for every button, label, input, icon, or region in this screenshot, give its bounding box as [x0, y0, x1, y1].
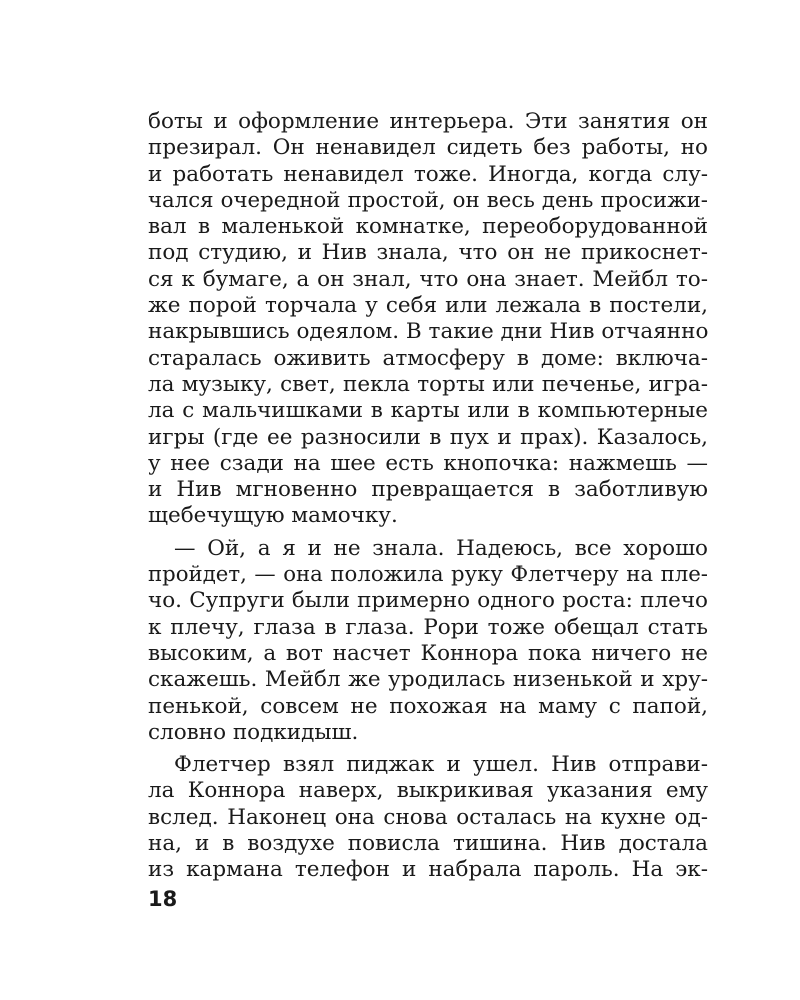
text-line: словно подкидыш.	[148, 719, 359, 745]
text-line: скажешь. Мейбл же уродилась низенькой и хру-	[148, 667, 708, 693]
page-number: 18	[148, 887, 178, 911]
text-line: чался очередной простой, он весь день просижи-	[148, 187, 708, 213]
text-line: игры (где ее разносили в пух и прах). Казалось,	[148, 424, 708, 450]
text-line: ла с мальчишками в карты или в компьютерные	[148, 398, 708, 424]
text-line: на, и в воздухе повисла тишина. Нив достала	[148, 831, 708, 857]
text-line: вал в маленькой комнатке, переоборудованной	[148, 214, 708, 240]
paragraph-1	[148, 109, 708, 530]
paragraph-2	[148, 536, 708, 746]
text-line: пройдет, — она положила руку Флетчеру на пле-	[148, 562, 708, 588]
text-line: у нее сзади на шее есть кнопочка: нажмешь —	[148, 450, 708, 476]
text-line: накрывшись одеялом. В такие дни Нив отчаянно	[148, 319, 708, 345]
text-line: под студию, и Нив знала, что он не прикоснет-	[148, 240, 708, 266]
text-line: ла музыку, свет, пекла торты или печенье, игра-	[148, 371, 708, 397]
text-line: из кармана телефон и набрала пароль. На эк-	[148, 857, 708, 883]
text-line: щебечущую мамочку.	[148, 503, 398, 529]
text-line: презирал. Он ненавидел сидеть без работы, но	[148, 135, 708, 161]
text-line: ся к бумаге, а он знал, что она знает. Мейбл то-	[148, 266, 708, 292]
text-line: чо. Супруги были примерно одного роста: плечо	[148, 588, 708, 614]
text-line: ла Коннора наверх, выкрикивая указания ему	[148, 778, 708, 804]
text-line: и работать ненавидел тоже. Иногда, когда слу-	[148, 161, 708, 187]
text-line: Флетчер взял пиджак и ушел. Нив отправи-	[174, 752, 708, 778]
text-line: пенькой, совсем не похожая на маму с папой,	[148, 693, 708, 719]
text-line: и Нив мгновенно превращается в заботливую	[148, 477, 708, 503]
text-line: вслед. Наконец она снова осталась на кухне од-	[148, 804, 708, 830]
text-line: — Ой, а я и не знала. Надеюсь, все хорошо	[174, 535, 708, 561]
body-text	[148, 109, 708, 884]
text-line: к плечу, глаза в глаза. Рори тоже обещал стать	[148, 614, 708, 640]
text-line: боты и оформление интерьера. Эти занятия он	[148, 109, 708, 134]
paragraph-3	[148, 752, 708, 883]
text-line: же порой торчала у себя или лежала в постели,	[148, 293, 708, 319]
text-line: высоким, а вот насчет Коннора пока ничего не	[148, 640, 708, 666]
text-line: старалась оживить атмосферу в доме: включа-	[148, 345, 708, 371]
